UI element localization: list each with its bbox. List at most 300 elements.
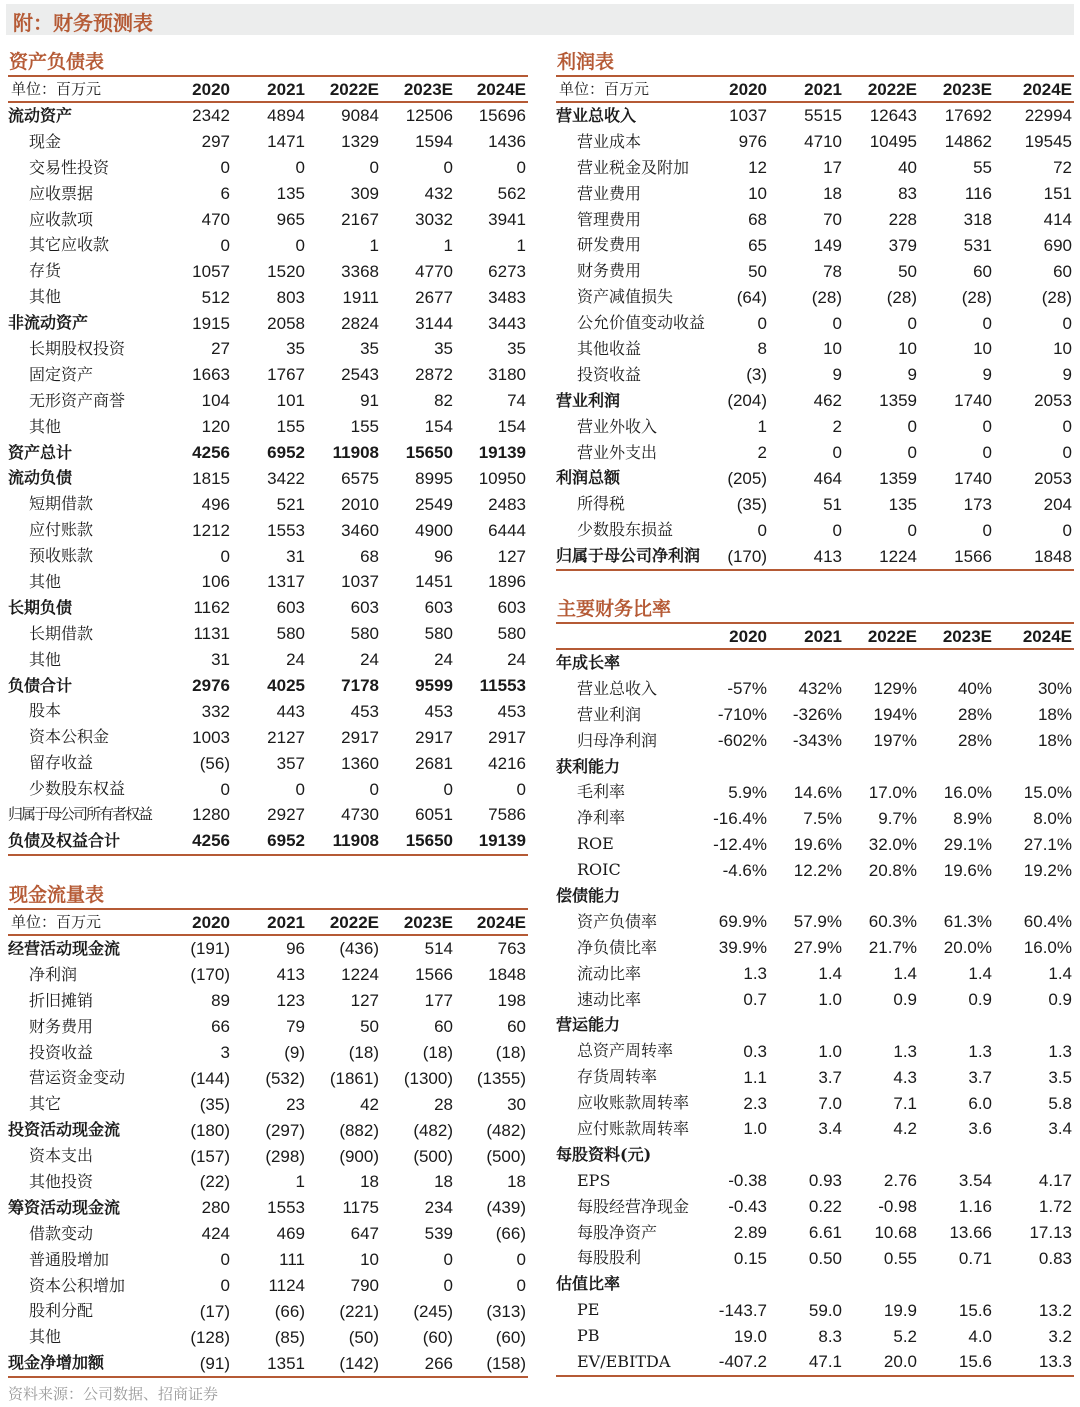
cell-value: 96 — [434, 546, 453, 566]
cell-value: 0 — [295, 158, 305, 178]
cell-value: 453 — [497, 701, 526, 721]
table-row — [8, 776, 528, 802]
cell-value: -4.6% — [722, 860, 767, 880]
cell-value: 4.17 — [1038, 1171, 1072, 1191]
cell-value: 16.0% — [943, 782, 992, 802]
cell-value: 0 — [516, 779, 526, 799]
cell-value — [844, 1271, 919, 1297]
cell-value: 2549 — [415, 494, 453, 514]
cell-value: (28) — [1041, 287, 1072, 307]
balance-sheet-table — [8, 75, 528, 856]
cash-flow-title: 现金流量表 — [9, 884, 105, 906]
cell-value: (85) — [274, 1327, 305, 1347]
cell-value: 68 — [360, 546, 379, 566]
cell-value: 332 — [201, 701, 230, 721]
row-label: 无形资产商誉 — [29, 390, 126, 410]
cell-value: 28 — [434, 1094, 453, 1114]
cell-value: (205) — [727, 468, 767, 488]
cell-value: 1.3 — [968, 1041, 992, 1061]
cell-value: 1.0 — [743, 1119, 767, 1139]
cell-value: 297 — [201, 132, 230, 152]
cell-value: (204) — [727, 391, 767, 411]
cell-value: 1911 — [342, 287, 379, 307]
cell-value: 18% — [1037, 731, 1072, 751]
cell-value: 6.0 — [968, 1093, 992, 1113]
year-header: 2021 — [769, 623, 844, 649]
cell-value: 8.3 — [818, 1326, 842, 1346]
cell-value: 1.0 — [818, 990, 842, 1010]
cell-value: 1915 — [192, 313, 230, 333]
cell-value: 135 — [276, 184, 305, 204]
cell-value: 0.22 — [808, 1197, 842, 1217]
page-header — [6, 4, 1074, 35]
cell-value: 424 — [201, 1224, 230, 1244]
row-label: 普通股增加 — [29, 1249, 110, 1269]
cell-value: 1224 — [844, 543, 919, 570]
cell-value: 379 — [888, 235, 917, 255]
cell-value: 22994 — [1024, 106, 1072, 126]
row-label: 资本公积金 — [29, 727, 110, 747]
table-row — [8, 595, 528, 621]
cell-value: 266 — [381, 1350, 455, 1377]
cell-value — [696, 1271, 769, 1297]
cell-value: 31 — [286, 546, 305, 566]
cell-value: (221) — [339, 1301, 379, 1321]
cell-value: 4216 — [488, 753, 526, 773]
cell-value: 0 — [982, 520, 992, 540]
row-label: 存货周转率 — [577, 1067, 658, 1087]
table-row — [8, 1247, 528, 1273]
cell-value: 9 — [907, 365, 917, 385]
cell-value: 2681 — [415, 753, 453, 773]
cell-value: 603 — [424, 598, 453, 618]
cell-value: 23 — [286, 1094, 305, 1114]
cell-value: (22) — [199, 1172, 230, 1192]
row-label: 每股资料(元) — [556, 1144, 652, 1164]
cell-value: 10 — [898, 339, 917, 359]
cell-value: 1.72 — [1038, 1197, 1072, 1217]
cell-value: -16.4% — [713, 808, 767, 828]
cell-value: 4710 — [804, 132, 842, 152]
table-row — [556, 310, 1074, 336]
cell-value: 31 — [211, 650, 230, 670]
row-label: 其他 — [29, 1327, 62, 1347]
cell-value — [844, 649, 919, 676]
row-label: PE — [577, 1300, 600, 1320]
cell-value: 17.13 — [1029, 1223, 1072, 1243]
cell-value: 1451 — [415, 572, 453, 592]
cell-value: 13.66 — [949, 1223, 992, 1243]
cell-value: 521 — [276, 494, 305, 514]
unit-label: 单位：百万元 — [556, 76, 696, 102]
cell-value: 603 — [497, 598, 526, 618]
cell-value: 2053 — [1034, 391, 1072, 411]
cell-value: 155 — [350, 417, 379, 437]
cell-value: 18 — [360, 1172, 379, 1192]
cell-value — [919, 1012, 994, 1038]
table-row — [556, 1142, 1074, 1168]
row-label: 非流动资产 — [8, 313, 89, 333]
cell-value: 29.1% — [943, 834, 992, 854]
cell-value: 13.3 — [994, 1349, 1074, 1376]
cell-value: 4256 — [166, 828, 232, 855]
row-label: 应收票据 — [29, 183, 94, 203]
cash-flow-table — [8, 908, 528, 1378]
cell-value: 2976 — [192, 676, 230, 696]
ratios-title: 主要财务比率 — [557, 598, 672, 620]
row-label: 投资活动现金流 — [8, 1120, 121, 1140]
row-label: 利润总额 — [556, 468, 621, 488]
cell-value: 3 — [220, 1043, 230, 1062]
cell-value: 0.15 — [733, 1248, 767, 1268]
row-label: 股本 — [29, 701, 62, 721]
year-header: 2023E — [381, 76, 455, 102]
cell-value: 580 — [424, 624, 453, 644]
row-label: 现金 — [29, 131, 62, 151]
cell-value: 19.0 — [733, 1326, 767, 1346]
cell-value: (532) — [265, 1068, 305, 1088]
table-row — [556, 831, 1074, 857]
table-row — [556, 336, 1074, 362]
cell-value: 60 — [507, 1017, 526, 1037]
cell-value: 10 — [973, 339, 992, 359]
cell-value: 32.0% — [868, 834, 917, 854]
cell-value: 647 — [350, 1224, 379, 1244]
cell-value: 3.7 — [818, 1067, 842, 1087]
row-label: 资产总计 — [8, 442, 73, 462]
cell-value: 0 — [220, 779, 230, 799]
cell-value: 9599 — [415, 676, 453, 696]
cell-value: 2.89 — [733, 1223, 767, 1243]
cell-value: 15650 — [405, 443, 453, 463]
table-row — [556, 181, 1074, 207]
cell-value: 0 — [220, 235, 230, 255]
cell-value: 60 — [434, 1017, 453, 1037]
cell-value: 7.0 — [818, 1093, 842, 1113]
cell-value: (245) — [413, 1301, 453, 1321]
row-label: 所得税 — [577, 494, 626, 514]
row-label: 长期股权投资 — [29, 338, 126, 358]
cell-value: 1351 — [232, 1350, 307, 1377]
cell-value: 0 — [907, 417, 917, 437]
cell-value — [994, 1012, 1074, 1038]
cell-value: 1 — [757, 417, 767, 437]
cell-value: 9 — [982, 365, 992, 385]
cell-value: 149 — [813, 235, 842, 255]
cell-value: 2917 — [341, 727, 379, 747]
cell-value: 40 — [898, 158, 917, 178]
cell-value: 3368 — [341, 261, 379, 281]
row-label: 流动资产 — [8, 105, 73, 125]
cell-value: 2483 — [488, 494, 526, 514]
cell-value: (9) — [284, 1043, 305, 1062]
cell-value: 2.3 — [743, 1093, 767, 1113]
cell-value: 0 — [757, 313, 767, 333]
cell-value: 1 — [443, 235, 453, 255]
cell-value: 15696 — [478, 106, 526, 126]
cell-value: (1861) — [329, 1068, 379, 1088]
year-header: 2023E — [919, 76, 994, 102]
cell-value: 1037 — [729, 106, 767, 126]
cell-value: 51 — [823, 494, 842, 514]
table-row — [556, 909, 1074, 935]
cell-value — [769, 754, 844, 780]
cell-value: 1.4 — [818, 964, 842, 984]
row-label: ROE — [577, 834, 614, 854]
cell-value: 10 — [360, 1250, 379, 1270]
cell-value: 531 — [963, 235, 992, 255]
cell-value: 19139 — [478, 443, 526, 463]
row-label: 营业成本 — [577, 131, 642, 151]
table-row — [556, 676, 1074, 702]
cell-value: 12.2% — [793, 860, 842, 880]
cell-value: 3.6 — [968, 1119, 992, 1139]
row-label: 现金净增加额 — [8, 1350, 166, 1377]
row-label: 净负债比率 — [577, 937, 658, 957]
table-row — [556, 1116, 1074, 1142]
row-label: 交易性投资 — [29, 157, 110, 177]
cell-value: 20.0% — [943, 938, 992, 958]
table-row — [556, 1168, 1074, 1194]
cell-value: 514 — [424, 939, 453, 959]
table-row — [8, 129, 528, 155]
cell-value — [696, 1012, 769, 1038]
row-label: 归属于母公司所有者权益 — [8, 805, 152, 824]
cell-value: 453 — [350, 701, 379, 721]
row-label: 营运资金变动 — [29, 1068, 126, 1088]
cell-value: 0 — [369, 779, 379, 799]
table-row — [8, 962, 528, 988]
cell-value — [844, 1012, 919, 1038]
cell-value: 19139 — [455, 828, 528, 855]
row-label: 资产负债率 — [577, 911, 658, 931]
row-label: 研发费用 — [577, 235, 642, 255]
cell-value: -0.98 — [878, 1197, 917, 1217]
cell-value: 65 — [748, 235, 767, 255]
cell-value: 1359 — [879, 468, 917, 488]
cell-value: 1566 — [415, 965, 453, 985]
cell-value: 2824 — [341, 313, 379, 333]
year-header: 2022E — [844, 623, 919, 649]
cell-value: 580 — [350, 624, 379, 644]
cell-value: -0.38 — [728, 1171, 767, 1191]
cell-value: 690 — [1043, 235, 1072, 255]
cell-value: 4894 — [267, 106, 305, 126]
cell-value: 57.9% — [793, 912, 842, 932]
cell-value: 35 — [286, 339, 305, 359]
row-label: 借款变动 — [29, 1223, 94, 1243]
year-header: 2024E — [455, 909, 528, 935]
cell-value: 1815 — [192, 468, 230, 488]
cell-value: 1360 — [341, 753, 379, 773]
source-note: 资料来源：公司数据、招商证券 — [8, 1385, 219, 1403]
cell-value: 173 — [963, 494, 992, 514]
cell-value: 0 — [1062, 313, 1072, 333]
cell-value: 68 — [748, 210, 767, 229]
cell-value: 3.54 — [958, 1171, 992, 1191]
cell-value: 1.3 — [743, 964, 767, 984]
cell-value: (56) — [199, 753, 230, 773]
cell-value: (180) — [190, 1120, 230, 1140]
cell-value — [919, 883, 994, 909]
cell-value: 0.71 — [958, 1248, 992, 1268]
unit-label: 单位：百万元 — [8, 76, 166, 102]
row-label: 营业税金及附加 — [577, 157, 690, 177]
cell-value: 4256 — [192, 443, 230, 463]
cell-value: 0 — [982, 417, 992, 437]
table-row — [8, 802, 528, 828]
cell-value: 5.8 — [1048, 1093, 1072, 1113]
cell-value: 4.0 — [968, 1326, 992, 1346]
cell-value: 15.6 — [919, 1349, 994, 1376]
cell-value: (35) — [736, 494, 767, 514]
cell-value: 24 — [286, 650, 305, 670]
cell-value: 1 — [516, 235, 526, 255]
row-label: 资本支出 — [29, 1146, 94, 1166]
row-label: 毛利率 — [577, 782, 626, 802]
cell-value: 1.4 — [968, 964, 992, 984]
cell-value: 0 — [220, 1276, 230, 1296]
cell-value: 4770 — [415, 261, 453, 281]
table-row — [556, 232, 1074, 258]
cell-value: -602% — [717, 731, 767, 751]
table-row — [556, 754, 1074, 780]
cell-value: (191) — [190, 939, 230, 959]
cell-value: 8995 — [415, 468, 453, 488]
cell-value: 562 — [497, 184, 526, 204]
cell-value: 1848 — [994, 543, 1074, 570]
cell-value: 309 — [350, 184, 379, 204]
cell-value: 19.2% — [1023, 860, 1072, 880]
table-row — [556, 129, 1074, 155]
cell-value: (439) — [486, 1198, 526, 1218]
cell-value: -326% — [792, 705, 842, 725]
cell-value: (17) — [199, 1301, 230, 1321]
cell-value: 1131 — [193, 624, 230, 644]
cell-value: 1317 — [267, 572, 305, 592]
cell-value: 154 — [424, 417, 453, 437]
cell-value: (1355) — [476, 1068, 526, 1088]
cell-value: 0 — [907, 443, 917, 463]
row-label: 公允价值变动收益 — [577, 313, 706, 333]
row-label: 筹资活动现金流 — [8, 1197, 121, 1217]
cell-value: 20.0 — [844, 1349, 919, 1376]
cell-value: -407.2 — [696, 1349, 769, 1376]
cell-value: 453 — [424, 701, 453, 721]
cell-value: 470 — [201, 210, 230, 229]
cell-value: 432 — [424, 184, 453, 204]
cell-value: 106 — [201, 572, 230, 592]
row-label: 负债及权益合计 — [8, 828, 166, 855]
cell-value: 0 — [832, 520, 842, 540]
row-label: 归母净利润 — [577, 730, 658, 750]
cell-value: 0 — [516, 1250, 526, 1270]
cell-value: 432% — [798, 679, 842, 699]
cell-value: 204 — [1043, 494, 1072, 514]
cell-value: 580 — [276, 624, 305, 644]
row-label: 短期借款 — [29, 494, 94, 514]
cell-value: 15650 — [381, 828, 455, 855]
cell-value: 1003 — [192, 727, 230, 747]
table-row — [8, 102, 528, 129]
cell-value: 2917 — [415, 727, 453, 747]
table-row — [8, 1350, 528, 1377]
row-label: 应收款项 — [29, 209, 94, 229]
cell-value: 464 — [813, 468, 842, 488]
cell-value: 1740 — [954, 391, 992, 411]
table-row — [8, 336, 528, 362]
cell-value — [994, 754, 1074, 780]
cell-value — [844, 883, 919, 909]
cell-value: (28) — [886, 287, 917, 307]
cell-value: 1896 — [488, 572, 526, 592]
cell-value: 79 — [286, 1017, 305, 1037]
cell-value: 154 — [497, 417, 526, 437]
cell-value: 1.4 — [1048, 964, 1072, 984]
cell-value: (436) — [339, 939, 379, 959]
row-label: 总资产周转率 — [577, 1041, 674, 1061]
table-row — [556, 883, 1074, 909]
cell-value: (50) — [348, 1327, 379, 1347]
cell-value: 151 — [1043, 184, 1072, 204]
cell-value: 414 — [1043, 210, 1072, 229]
cell-value: 10.68 — [874, 1223, 917, 1243]
cell-value: 4.2 — [893, 1119, 917, 1139]
cell-value: 0.9 — [968, 990, 992, 1010]
cell-value: 0 — [757, 520, 767, 540]
cell-value: 198 — [497, 991, 526, 1011]
cell-value: 1740 — [954, 468, 992, 488]
year-header: 2020 — [166, 76, 232, 102]
cell-value: (170) — [696, 543, 769, 570]
table-row — [556, 649, 1074, 676]
table-header-row — [556, 76, 1074, 102]
year-header: 2023E — [381, 909, 455, 935]
cell-value: 5.9% — [728, 782, 767, 802]
table-row — [556, 155, 1074, 181]
row-label: 年成长率 — [556, 652, 621, 672]
cell-value: 55 — [973, 158, 992, 178]
cell-value: 10 — [823, 339, 842, 359]
table-row — [556, 1245, 1074, 1271]
table-row — [556, 258, 1074, 284]
year-header: 2020 — [166, 909, 232, 935]
table-row — [556, 517, 1074, 543]
cell-value: (298) — [265, 1146, 305, 1166]
cell-value: 3180 — [488, 365, 526, 385]
cell-value: 5515 — [804, 106, 842, 126]
year-header: 2020 — [696, 623, 769, 649]
row-label: 其他收益 — [577, 338, 642, 358]
table-row — [556, 1012, 1074, 1038]
cell-value: 1 — [295, 1172, 305, 1192]
table-row — [8, 1014, 528, 1040]
table-row — [556, 440, 1074, 466]
cell-value: 18% — [1037, 705, 1072, 725]
cell-value: 8 — [757, 339, 767, 359]
cell-value: 413 — [769, 543, 844, 570]
table-row — [8, 517, 528, 543]
cell-value: 8.9% — [953, 808, 992, 828]
cell-value — [769, 1012, 844, 1038]
cell-value: 0 — [295, 235, 305, 255]
cell-value: 6 — [220, 184, 230, 204]
cell-value: (18) — [422, 1043, 453, 1062]
cell-value: 89 — [211, 991, 230, 1011]
cell-value: 3483 — [488, 287, 526, 307]
cell-value: 0 — [832, 443, 842, 463]
table-row — [8, 181, 528, 207]
